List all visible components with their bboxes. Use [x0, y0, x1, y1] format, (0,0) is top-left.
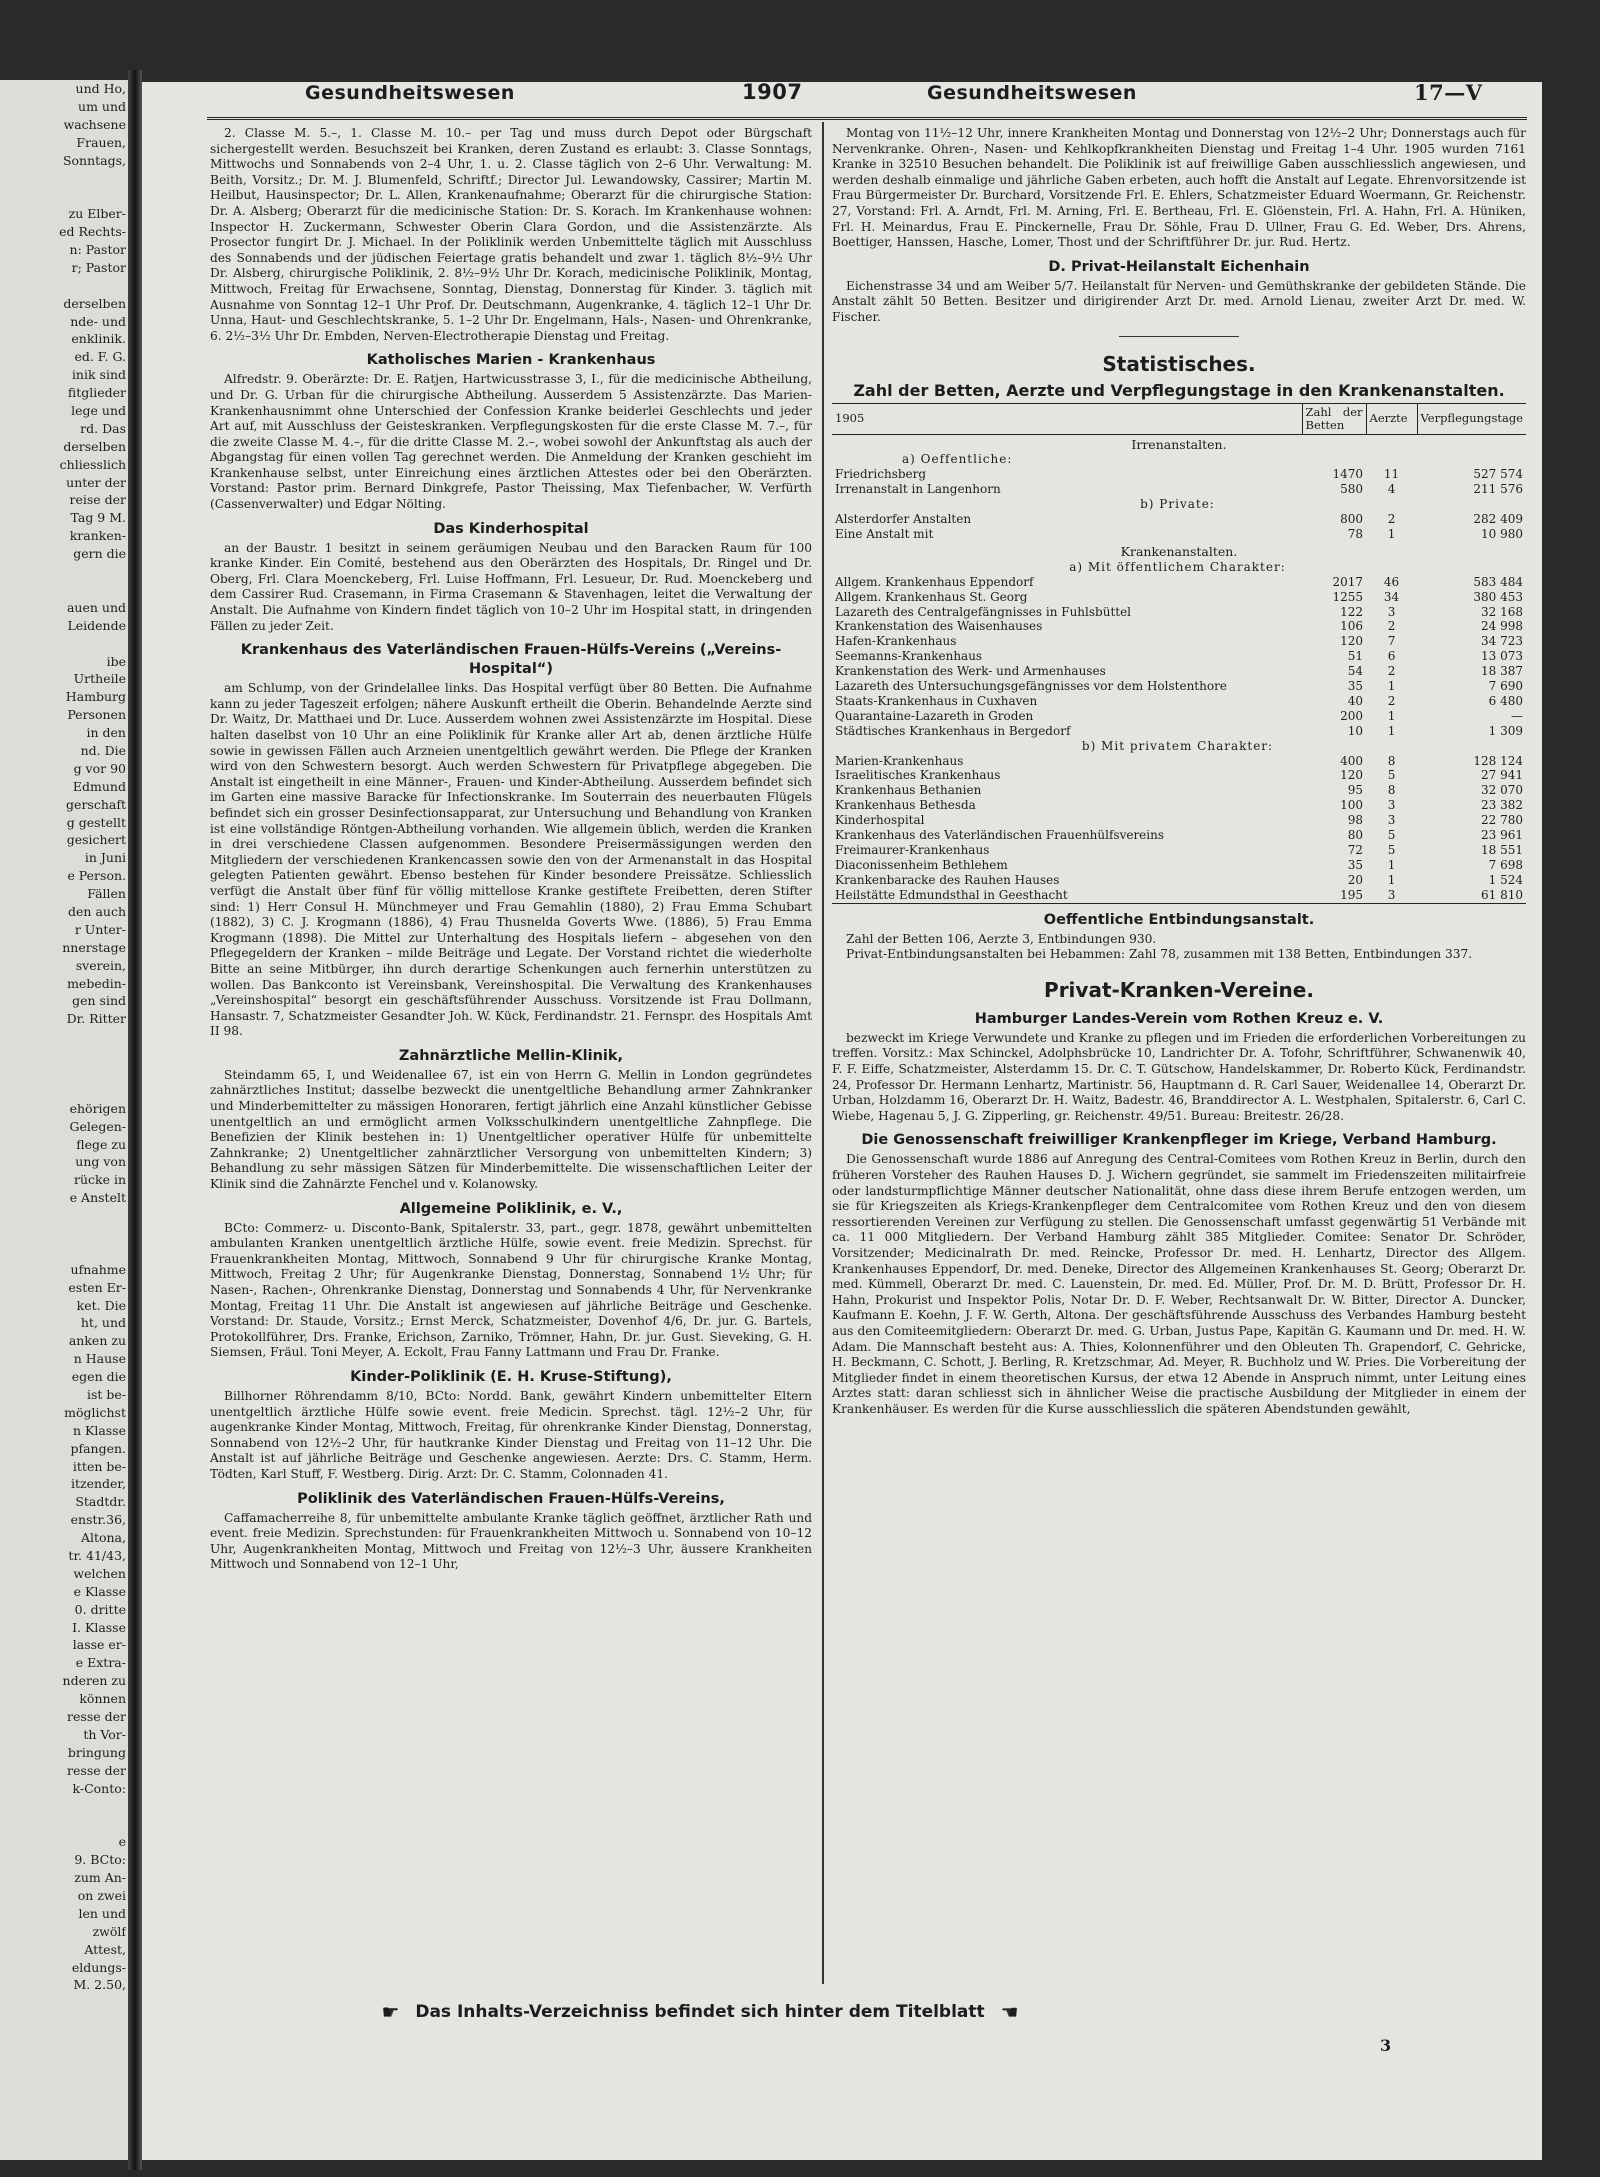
left-column — [210, 126, 812, 1573]
adjacent-line — [0, 1243, 126, 1261]
adjacent-line: pfangen. — [70, 1440, 126, 1456]
stats-beds: 35 — [1347, 679, 1364, 694]
header-right-title: Gesundheitswesen — [927, 82, 1137, 104]
adjacent-line: esten Er- — [68, 1279, 126, 1295]
adjacent-line: on zwei — [77, 1887, 126, 1903]
stats-row — [832, 527, 1526, 542]
stats-row — [832, 709, 1526, 724]
column-divider — [822, 122, 824, 1984]
stats-group-header — [832, 434, 1526, 452]
stats-doctors: 1 — [1387, 526, 1396, 541]
stats-days: 7 698 — [1488, 857, 1523, 872]
section-heading: Das Kinderhospital — [433, 520, 589, 537]
stats-row — [832, 798, 1526, 813]
adjacent-line: gern die — [73, 546, 126, 562]
adjacent-line — [0, 563, 126, 581]
stats-name: Seemanns-Krankenhaus — [835, 649, 983, 664]
paragraph: Billhorner Röhrendamm 8/10, BCto: Nordd. Bank, gewährt Kindern unbemittelter Eltern unentgeltlich ärztliche Hülfe sowie event. freie Medicin. Sprechst. tägl. 12½–2 Uhr, für augenkranke Kinder Montag, Mittwoch, Freitag, für ohrenkranke Kinder Dienstag, Donnerstag, Sonnabend von 12½–2 Uhr, für hautkranke Kinder Dienstag und Freitag von 11–12 Uhr. Die Anstalt ist auf jährliche Beiträge und Geschenke angewiesen. Aerzte: Drs. C. Stamm, Herm. Tödten, Karl Stuff, F. Westberg. Dirig. Arzt: Dr. C. Stamm, Colonnaden 41. — [210, 1388, 812, 1481]
stats-days: 1 524 — [1488, 872, 1523, 887]
adjacent-line: Gelegen- — [69, 1118, 126, 1134]
adjacent-line: r Unter- — [74, 921, 126, 937]
adjacent-line: g gestellt — [66, 814, 126, 830]
adjacent-line: enstr.36, — [70, 1512, 126, 1528]
stats-row — [832, 783, 1526, 798]
paragraph: an der Baustr. 1 besitzt in seinem geräumigen Neubau und den Baracken Raum für 100 kranke Kinder. Ein Comité, bestehend aus den Oberärzten des Hospitals, Dr. Ringel und Dr. Oberg, Frl. Clara Moenckeberg, Frl. Luise Hoffmann, Frl. Lesueur, Dr. Rud. Moenckeberg und dem Cassirer Rud. Crasemann, in Firma Crasemann & Stavenhagen, leitet die Verwaltung der Anstalt. Die Aufnahme von Kindern findet täglich von 10–2 Uhr im Hospital statt, in dringenden Fällen zu jeder Zeit. — [210, 540, 812, 633]
stats-beds: 35 — [1347, 857, 1364, 872]
stats-days: 22 780 — [1481, 813, 1523, 828]
header-year: 1907 — [742, 82, 803, 104]
stats-name: Marien-Krankenhaus — [835, 753, 964, 768]
adjacent-line: welchen — [73, 1565, 126, 1581]
section-heading: Poliklinik des Vaterländischen Frauen-Hülfs-Vereins, — [297, 1490, 725, 1507]
paragraph: Privat-Entbindungsanstalten bei Hebammen: Zahl 78, zusammen mit 138 Betten, Entbindungen 337. — [846, 947, 1473, 962]
stats-beds: 120 — [1340, 768, 1364, 783]
stats-name: Irrenanstalt in Langenhorn — [835, 482, 1001, 497]
adjacent-line: Urtheile — [73, 671, 126, 687]
stats-doctors: 8 — [1387, 753, 1396, 768]
stats-row — [832, 768, 1526, 783]
adjacent-line: um und — [78, 98, 126, 114]
adjacent-line: ket. Die — [76, 1297, 126, 1313]
stats-row — [832, 664, 1526, 679]
stats-doctors: 6 — [1387, 649, 1396, 664]
paragraph: am Schlump, von der Grindelallee links. Das Hospital verfügt über 80 Betten. Die Aufnahme kann zu jeder Tageszeit erfolgen; nähere Auskunft ertheilt die Oberin. Behandelnde Aerzte sind Dr. Waitz, Dr. Matthaei und Dr. Luce. Ausserdem wohnen zwei Assistenzärzte im Hospital. Diese halten daselbst von 10 Uhr an eine Poliklinik für Kranke aller Art ab, denen ärztliche Hülfe sowie in gewissen Fällen auch Arzneien unentgeltlich gewährt werden. Die Pflege der Kranken wird von den Schwestern besorgt. Auch werden Schwestern für Privatpflege abgegeben. Die Anstalt ist eingetheilt in eine Männer-, Frauen- und Kinder-Abtheilung. Ausserdem befindet sich im Garten eine massive Baracke für Infectionskranke. Im Souterrain des neuerbauten Flügels befindet sich ein grosser Desinfectionsapparat, zur Untersuchung und Behandlung von Kranken ist eine vollständige Röntgen-Abtheilung vorhanden. Wie allgemein üblich, werden die Kranken in drei verschiedene Classen aufgenommen. Besondere Preisermässigungen werden den Mitgliedern der verschiedenen Krankencassen sowie den von der Armenanstalt in das Hospital gelegten Patienten gewährt. Ebenso bestehen für Kinder besondere Preissätze. Schliesslich verfügt die Anstalt über fünf für völlig mittellose Kranke gestiftete Freibetten, deren Stifter sind: 1) Herr Consul H. Münchmeyer und Frau Gemahlin (1880), 2) Frau Emma Schubart (1882), 3) C. J. Krogmann (1886), 4) Frau Thusnelda Goverts Wwe. (1886), 5) Frau Emma Krogmann (1898). Die Mittel zur Unterhaltung des Hospitals liefern – abgesehen von den Pflegegeldern der Kranken – milde Beiträge und Legate. Der Vorstand richtet die wiederholte Bitte an seine Mitbürger, ihn durch derartige Schenkungen auch fernerhin unterstützen zu wollen. Das Bankconto ist Vereinsbank, Vereinshospital. Die Verwaltung des Krankenhauses „Vereinshospital“ besorgt ein geschäftsführender Ausschuss. Vorsitzende ist Frau Dollmann, Hansastr. 7, Schatzmeister Gesandter Joh. W. Kück, Ferdinandstr. 21. Fernspr. des Hospitals Amt II 98. — [210, 681, 812, 1039]
stats-name: Krankenstation des Waisenhauses — [835, 619, 1043, 634]
adjacent-line: rücke in — [73, 1172, 126, 1188]
adjacent-line: e Extra- — [75, 1655, 126, 1671]
adjacent-line: zwölf — [92, 1923, 126, 1939]
stats-doctors: 3 — [1366, 888, 1417, 903]
adjacent-line: ufnahme — [70, 1261, 126, 1277]
stats-row — [832, 679, 1526, 694]
pointing-hand-left-icon: ☛ — [381, 2000, 400, 2024]
adjacent-line: ht, und — [80, 1315, 126, 1331]
stats-beds: 120 — [1340, 634, 1364, 649]
stats-doctors: 1 — [1387, 857, 1396, 872]
adjacent-line: gen sind — [72, 993, 126, 1009]
adjacent-line: ibe — [106, 653, 126, 669]
stats-days: 18 551 — [1481, 843, 1523, 857]
adjacent-line: derselben — [63, 295, 126, 311]
stats-days: 1 309 — [1488, 723, 1523, 738]
stats-doctors: 4 — [1387, 482, 1396, 497]
adjacent-line: Leidende — [67, 617, 126, 633]
adjacent-line: k-Conto: — [72, 1780, 126, 1796]
adjacent-line: in Juni — [84, 850, 126, 866]
paragraph: Alfredstr. 9. Oberärzte: Dr. E. Ratjen, Hartwicusstrasse 3, I., für die medicinische Abtheilung, und Dr. G. Urban für die chirurgische Abtheilung. Ausserdem 5 Assistenzärzte. Das Marien-Krankenhausnimmt ohne Unterschied der Confession Kranke beiderlei Geschlechts und jeder Art auf, mit Ausschluss der Geisteskranken. Verpflegungskosten für die erste Classe M. 7.–, für die zweite Classe M. 4.–, für die dritte Classe M. 2.–, wobei sowohl der Ankunftstag als auch der Abgangstag für einen vollen Tag gerechnet werden. Die Anmeldung der Kranken geschieht im Krankenhause selbst, unter Einreichung eines ärztlichen Attestes oder bei den Oberärzten. Vorstand: Pastor prim. Bernard Dinkgrefe, Pastor Theissing, Max Tiefenbacher, W. Verfürth (Cassenverwalter) und Edgar Nölting. — [210, 372, 812, 512]
stats-beds: 200 — [1340, 708, 1364, 723]
adjacent-line: unter der — [66, 474, 126, 490]
stats-doctors: 3 — [1387, 813, 1396, 828]
stats-doctors: 11 — [1383, 467, 1400, 482]
stats-beds: 106 — [1340, 619, 1364, 634]
stats-days: 13 073 — [1481, 649, 1523, 664]
adjacent-line: und Ho, — [75, 81, 126, 96]
adjacent-line: bringung — [67, 1744, 126, 1760]
adjacent-line — [0, 1815, 126, 1833]
adjacent-line: Altona, — [80, 1530, 126, 1546]
signature-mark: 3 — [1380, 2036, 1392, 2055]
adjacent-line: zu Elber- — [68, 206, 126, 222]
paragraph: bezweckt im Kriege Verwundete und Kranke zu pflegen und im Frieden die erforderlichen Vorbereitungen zu treffen. Vorsitz.: Max Schinckel, Adolphsbrücke 10, Landrichter Dr. A. Tofohr, Schriftführer, Schwanenwik 40, F. F. Eiffe, Schatzmeister, Alsterdamm 15. Dr. C. T. Gütschow, Handelskammer, Dr. Roberto Kück, Ferdinandstr. 24, Professor Dr. Hermann Lenhartz, Martinistr. 56, Hauptmann d. R. Carl Sauer, Weidenallee 14, Oberarzt Dr. Urban, Holzdamm 16, Oberarzt Dr. H. Waitz, Badestr. 46, Branddirector A. L. Westphalen, Spitalerstr. 6, Carl C. Wiebe, Hagenau 5, J. G. Zipperling, gr. Reichenstr. 49/51. Bureau: Breitestr. 26/28. — [832, 1030, 1526, 1123]
stats-days: 211 576 — [1473, 482, 1523, 497]
adjacent-line: chliesslich — [59, 456, 126, 472]
adjacent-line: Hamburg — [65, 689, 126, 705]
adjacent-line: nderen zu — [62, 1673, 126, 1689]
stats-beds: 580 — [1340, 482, 1364, 497]
stats-row — [832, 888, 1526, 903]
stats-group-label: b) Mit privatem Charakter: — [1081, 738, 1274, 753]
stats-doctors: 5 — [1387, 843, 1396, 857]
paragraph: Caffamacherreihe 8, für unbemittelte ambulante Kranke täglich geöffnet, ärztlicher Rath und event. freie Medizin. Sprechstunden: für Frauenkrankheiten Mittwoch u. Sonnabend von 10–12 Uhr, Augenkrankheiten Montag, Mittwoch und Freitag von 12½–3 Uhr, äussere Krankheiten Mittwoch und Sonnabend von 12–1 Uhr, — [210, 1510, 812, 1572]
stats-days: 32 070 — [1481, 783, 1523, 798]
document-page — [142, 82, 1542, 2160]
adjacent-line — [0, 1082, 126, 1100]
adjacent-line: sverein, — [75, 957, 126, 973]
adjacent-line: rd. Das — [80, 420, 126, 436]
adjacent-line: Tag 9 M. — [70, 510, 126, 526]
adjacent-line — [0, 1207, 126, 1225]
stats-subgroup-header — [832, 560, 1526, 575]
stats-beds: 51 — [1347, 649, 1364, 664]
paragraph: Zahl der Betten 106, Aerzte 3, Entbindungen 930. — [846, 931, 1157, 946]
adjacent-line: e — [118, 1834, 126, 1850]
adjacent-line: möglichst — [64, 1404, 126, 1420]
adjacent-line: len und — [78, 1905, 126, 1921]
stats-name: Diaconissenheim Bethlehem — [835, 857, 1008, 872]
stats-days: 128 124 — [1473, 753, 1523, 768]
stats-row — [832, 590, 1526, 605]
stats-days: 10 980 — [1481, 526, 1523, 541]
adjacent-line: r; Pastor — [71, 259, 126, 275]
stats-table — [832, 403, 1526, 904]
section-heading: D. Privat-Heilanstalt Eichenhain — [1048, 258, 1310, 275]
stats-name: Krankenhaus des Vaterländischen Frauenhülfsvereins — [835, 828, 1165, 843]
stats-name: Hafen-Krankenhaus — [835, 634, 957, 649]
stats-row — [832, 843, 1526, 858]
adjacent-line: tr. 41/43, — [68, 1548, 126, 1564]
adjacent-line: I. Klasse — [72, 1619, 126, 1635]
adjacent-line: in den — [86, 725, 126, 741]
adjacent-line: nd. Die — [80, 742, 126, 758]
stats-row — [832, 649, 1526, 664]
stats-beds: 1255 — [1332, 589, 1364, 604]
adjacent-line: resse der — [67, 1762, 126, 1778]
adjacent-line: Attest, — [84, 1941, 126, 1957]
stats-beds: 54 — [1347, 664, 1364, 679]
stats-doctors: 1 — [1387, 872, 1396, 887]
adjacent-page-edge — [0, 80, 128, 2160]
adjacent-line: enklinik. — [71, 331, 126, 347]
adjacent-line — [0, 277, 126, 295]
stats-doctors: 1 — [1387, 679, 1396, 694]
stats-days: 18 387 — [1481, 664, 1523, 679]
stats-group-label: b) Private: — [1140, 497, 1215, 512]
adjacent-line — [0, 1798, 126, 1816]
adjacent-line: Frauen, — [76, 134, 126, 150]
section-heading: Hamburger Landes-Verein vom Rothen Kreuz e. V. — [974, 1010, 1384, 1027]
stats-days: 27 941 — [1481, 768, 1523, 783]
stats-name: Krankenbaracke des Rauhen Hauses — [835, 872, 1060, 887]
section-heading: Katholisches Marien - Krankenhaus — [366, 352, 656, 369]
adjacent-line: e Person. — [67, 868, 126, 884]
adjacent-line: Personen — [67, 707, 126, 723]
stats-name: Staats-Krankenhaus in Cuxhaven — [835, 693, 1038, 708]
adjacent-line: 9. BCto: — [74, 1852, 126, 1868]
paragraph: Die Genossenschaft wurde 1886 auf Anregung des Central-Comitees vom Rothen Kreuz in Berlin, durch den früheren Vorsteher des Rauhen Hauses D. J. Wichern gegründet, sie sammelt im Friedenszeiten militairfreie oder landsturmpflichtige Männer deutscher Nationalität, ohne dass diese ihrem Berufe entzogen werden, um sie für Kriegszeiten als Kriegs-Krankenpfleger dem Centralcomitee vom Rothen Kreuz und den von diesem ressortierenden Vereinen zur Verfügung zu stellen. Die Genossenschaft umfasst gegenwärtig 51 Verbände mit ca. 11 000 Mitgliedern. Der Verband Hamburg zählt 385 Mitglieder. Comitee: Senator Dr. Schröder, Vorsitzender; Medicinalrath Dr. med. Reincke, Professor Dr. med. H. Lenhartz, Director des Allgem. Krankenhauses Eppendorf, Dr. med. Deneke, Director des Allgemeinen Krankenhauses St. Georg; Oberarzt Dr. med. Kümmell, Oberarzt Dr. med. C. Lauenstein, Dr. med. Ed. Müller, Prof. Dr. M. D. Brütt, Professor Dr. H. Hahn, Prokurist und Inspektor Polis, Notar Dr. D. F. Weber, Rechtsanwalt Dr. W. Bitter, Director A. Duncker, Kaufmann E. Koehn, J. F. W. Gerth, Altona. Der geschäftsführende Ausschuss des Verbandes Hamburg besteht aus den Comiteemitgliedern: Oberarzt Dr. med. G. Urban, Justus Pape, Kapitän G. Kaumann und Dr. med. H. W. Adam. Die Mannschaft besteht aus: A. Thies, Kolonnenführer und den Obleuten Th. Grapendorf, C. Gehricke, H. Beckmann, C. Schott, J. Berling, R. Kretzschmar, Ad. Meyer, R. Buchholz und W. Pries. Die Vorbereitung der Mitglieder findet in einem theoretischen Kursus, der etwa 12 Abende in Anspruch nimmt, unter Leitung eines Arztes statt: daran schliesst sich in ähnlicher Weise die practische Ausbildung der Mitglieder in einem der Krankenhäuser. Es werden für die Kurse ausschliesslich die späteren Abendstunden gewählt, — [832, 1152, 1526, 1416]
stats-beds: 72 — [1347, 843, 1364, 857]
stats-title: Statistisches. — [1102, 351, 1256, 376]
stats-beds: 95 — [1347, 783, 1364, 798]
stats-beds: 400 — [1340, 753, 1364, 768]
stats-days: 583 484 — [1473, 574, 1523, 589]
stats-doctors: 1 — [1387, 723, 1396, 738]
stats-name: Eine Anstalt mit — [835, 526, 934, 541]
right-column — [832, 126, 1526, 1417]
adjacent-line: Sonntags, — [62, 152, 126, 168]
stats-group-label: Irrenanstalten. — [1131, 436, 1227, 452]
stats-doctors: 5 — [1387, 828, 1396, 843]
stats-row — [832, 828, 1526, 843]
stats-subgroup-header — [832, 452, 1526, 467]
stats-beds: 2017 — [1332, 574, 1364, 589]
adjacent-line: eldungs- — [71, 1959, 126, 1975]
major-heading: Privat-Kranken-Vereine. — [1044, 977, 1314, 1002]
paragraph: Steindamm 65, I, und Weidenallee 67, ist ein von Herrn G. Mellin in London gegründetes zahnärztliches Institut; dasselbe bezweckt die unentgeltliche Behandlung armer Zahnkranker und Minderbemittelter zu mässigen Honoraren, fertigt jährlich eine Anzahl künstlicher Gebisse unentgeltlich an und ermöglicht armen Volksschulkindern unentgeltliche Zahnpflege. Die Benefizien der Klinik bestehen in: 1) Unentgeltlicher operativer Hülfe für unbemittelte Zahnkranke; 2) Unentgeltlicher zahnärztlicher Versorgung von unbemittelten Kindern; 3) Behandlung zu sehr mässigen Sätzen für Minderbemittelte. Die wissenschaftlichen Leiter der Klinik sind die Zahnärzte Fenchel und v. Kolanowsky. — [210, 1067, 812, 1192]
stats-group-label: a) Oeffentliche: — [902, 452, 1013, 467]
right-column-bottom — [832, 911, 1526, 1418]
paragraph: Montag von 11½–12 Uhr, innere Krankheiten Montag und Donnerstag von 12½–2 Uhr; Donnerstags auch für Nervenkranke. Ohren-, Nasen- und Kehlkopfkrankheiten Dienstag und Freitag 1–4 Uhr. 1905 wurden 7161 Kranke in 32510 Besuchen behandelt. Die Poliklinik ist auf freiwillige Gaben ausschliesslich angewiesen, und werden deshalb einmalige und jährliche Gaben erbeten, auch hofft die Anstalt auf Legate. Ehrenvorsitzende ist Frau Bürgermeister Dr. Burchard, Vorsitzende Frl. E. Ehlers, Schatzmeister Eduard Woermann, Gr. Reichenstr. 27, Vorstand: Frl. A. Arndt, Frl. M. Arning, Frl. E. Bertheau, Frl. E. Glöenstein, Frl. A. Hahn, Frl. A. Hüniken, Frl. H. Meinardus, Frau E. Pinckernelle, Frau Dr. Söhle, Frau D. Ullner, Frau G. Ed. Weber, Drs. Ahrens, Boettiger, Hanssen, Hasche, Lomer, Thost und der Schriftführer Dr. jur. Rud. Hertz. — [832, 126, 1526, 250]
adjacent-line: itten be- — [72, 1458, 126, 1474]
stats-name: Israelitisches Krankenhaus — [835, 768, 1001, 783]
adjacent-line — [0, 169, 126, 187]
adjacent-line — [0, 635, 126, 653]
stats-row — [832, 634, 1526, 649]
adjacent-line: n: Pastor — [69, 242, 126, 258]
adjacent-line — [0, 187, 126, 205]
stats-doctors: 34 — [1383, 589, 1400, 604]
adjacent-line: lasse er- — [72, 1637, 126, 1653]
stats-days: 282 409 — [1473, 512, 1523, 527]
adjacent-line: gerschaft — [66, 796, 126, 812]
adjacent-line: resse der — [67, 1709, 126, 1725]
adjacent-line: M. 2.50, — [73, 1977, 126, 1993]
adjacent-line: e Anstelt — [69, 1190, 126, 1206]
stats-doctors: 2 — [1387, 619, 1396, 634]
stats-beds: 98 — [1347, 813, 1364, 828]
adjacent-line: inik sind — [71, 367, 126, 383]
stats-doctors: 7 — [1387, 634, 1396, 649]
section-heading: Kinder-Poliklinik (E. H. Kruse-Stiftung), — [350, 1368, 672, 1385]
adjacent-line: ist be- — [86, 1387, 126, 1403]
adjacent-line: ed. F. G. — [74, 349, 126, 365]
stats-beds: 122 — [1340, 604, 1364, 619]
book-gutter — [128, 70, 142, 2170]
paragraph: BCto: Commerz- u. Disconto-Bank, Spitalerstr. 33, part., gegr. 1878, gewährt unbemittelten ambulanten Kranken unentgeltlich ärztliche Hülfe, sowie event. freie Medizin. Sprechst. für Frauenkrankheiten Montag, Mittwoch, Sonnabend 9 Uhr für chirurgische Kranke Montag, Mittwoch, Freitag 2 Uhr; für Augenkranke Dienstag, Donnerstag, Sonnabend 1½ Uhr; für Nasen-, Rachen-, Ohrenkranke Dienstag, Donnerstag und Sonnabends 4 Uhr, für Nervenkranke Montag, Freitag 11 Uhr. Die Anstalt ist angewiesen auf jährliche Beiträge und Geschenke. Vorstand: Dr. Staude, Vorsitz.; Ernst Merck, Schatzmeister, Dovenhof 4/6, Dr. jur. G. Bartels, Protokollführer, Drs. Franke, Erichson, Zarniko, Trömner, Hahn, Dr. jur. Gust. Sieveking, G. H. Siemsen, Fräul. Toni Meyer, A. Eckolt, Frau Fanny Lattmann und Frau Dr. Franke. — [210, 1220, 812, 1360]
adjacent-line: mebedin- — [67, 975, 126, 991]
stats-doctors: 8 — [1387, 783, 1396, 798]
stats-days: 527 574 — [1473, 467, 1523, 482]
stats-row — [832, 619, 1526, 634]
stats-row — [832, 605, 1526, 620]
adjacent-line: ed Rechts- — [59, 224, 126, 240]
paragraph: Eichenstrasse 34 und am Weiber 5/7. Heilanstalt für Nerven- und Gemüthskranke der gebildeten Stände. Die Anstalt zählt 50 Betten. Besitzer und dirigirender Arzt Dr. med. Arnold Lienau, zweiter Arzt Dr. med. W. Fischer. — [832, 278, 1526, 324]
stats-days: 23 961 — [1481, 828, 1523, 843]
adjacent-line: 0. dritte — [74, 1601, 126, 1617]
stats-name: Lazareth des Centralgefängnisses in Fuhlsbüttel — [835, 604, 1132, 619]
stats-days: 7 690 — [1488, 679, 1523, 694]
stats-row — [832, 754, 1526, 769]
stats-name: Allgem. Krankenhaus St. Georg — [835, 589, 1028, 604]
stats-subtitle: Zahl der Betten, Aerzte und Verpflegungstage in den Krankenanstalten. — [853, 380, 1505, 400]
adjacent-line: egen die — [71, 1369, 126, 1385]
adjacent-line — [0, 581, 126, 599]
section-heading: Krankenhaus des Vaterländischen Frauen-Hülfs-Vereins („Vereins-Hospital“) — [240, 642, 782, 678]
stats-name: Städtisches Krankenhaus in Bergedorf — [835, 723, 1071, 738]
stats-doctors: 5 — [1387, 768, 1396, 783]
stats-doctors: 3 — [1387, 798, 1396, 813]
header-rule — [207, 117, 1527, 120]
stats-doctors: 2 — [1387, 693, 1396, 708]
adjacent-line: auen und — [66, 599, 126, 615]
adjacent-line: können — [79, 1691, 126, 1707]
stats-name: Lazareth des Untersuchungsgefängnisses vor dem Holstenthore — [835, 679, 1227, 694]
adjacent-line: wachsene — [63, 116, 126, 132]
adjacent-line — [0, 1225, 126, 1243]
stats-doctors: 3 — [1387, 604, 1396, 619]
adjacent-line: nde- und — [70, 313, 126, 329]
stats-beds: 100 — [1340, 798, 1364, 813]
stats-name: Krankenhaus Bethesda — [835, 798, 976, 813]
stats-col-days: Verpflegungstage — [1417, 403, 1526, 434]
adjacent-line: anken zu — [68, 1333, 126, 1349]
stats-col-year: 1905 — [832, 403, 1302, 434]
pointing-hand-right-icon: ☚ — [1000, 2000, 1019, 2024]
stats-days: 6 480 — [1488, 693, 1523, 708]
footer-text: Das Inhalts-Verzeichniss befindet sich hinter dem Titelblatt — [415, 2002, 985, 2022]
adjacent-line: den auch — [68, 903, 126, 919]
stats-days: 380 453 — [1473, 589, 1523, 604]
stats-doctors: 1 — [1387, 708, 1396, 723]
stats-days: 32 168 — [1481, 604, 1523, 619]
adjacent-line: gesichert — [66, 832, 126, 848]
adjacent-line: e Klasse — [73, 1583, 126, 1599]
stats-row — [832, 873, 1526, 888]
stats-row — [832, 724, 1526, 739]
stats-beds: 80 — [1347, 828, 1364, 843]
stats-beds: 40 — [1347, 693, 1364, 708]
running-header — [142, 82, 1542, 112]
adjacent-line: zum An- — [74, 1870, 126, 1886]
stats-row — [832, 575, 1526, 590]
adjacent-line: fitglieder — [67, 385, 126, 401]
adjacent-line: g vor 90 — [73, 760, 126, 776]
right-column-top — [832, 126, 1526, 326]
stats-subgroup-header — [832, 497, 1526, 512]
adjacent-line: derselben — [63, 438, 126, 454]
stats-subgroup-header — [832, 739, 1526, 754]
stats-beds: 20 — [1347, 872, 1364, 887]
stats-days: 23 382 — [1481, 798, 1523, 813]
section-rule — [1119, 336, 1239, 337]
adjacent-line — [0, 1064, 126, 1082]
header-page-number: 17—V — [1414, 82, 1483, 105]
adjacent-line: ehörigen — [69, 1100, 126, 1116]
adjacent-line: flege zu — [76, 1136, 126, 1152]
paragraph: 2. Classe M. 5.–, 1. Classe M. 10.– per Tag und muss durch Depot oder Bürgschaft sichergestellt werden. Besuchszeit bei Kranken, deren Zustand es erlaubt: 3. Classe Sonntags, Mittwochs und Sonnabends von 2–4 Uhr, 1. u. 2. Classe täglich von 2–6 Uhr. Verwaltung: M. Beith, Vorsitz.; Dr. M. J. Blumenfeld, Schriftf.; Director Jul. Lewandowsky, Cassirer; Martin M. Heilbut, Hausinspector; Dr. L. Allen, Krankenaufnahme; Oberarzt für die chirurgische Station: Dr. A. Alsberg; Oberarzt für die medicinische Station: Dr. S. Korach. Im Krankenhause wohnen: Inspector H. Zuckermann, Schwester Oberin Clara Gordon, und die Assistenzärzte. Als Prosector fungirt Dr. J. Michael. In der Poliklinik werden Unbemittelte täglich mit Ausschluss des Sonnabends und der jüdischen Feiertage gratis behandelt und zwar 1. täglich 8½–9½ Uhr Dr. Alsberg, chirurgische Poliklinik, 2. 8½–9½ Uhr Dr. Korach, medicinische Poliklinik, Montag, Mittwoch, Freitag für Erwachsene, Sonntag, Dienstag, Donnerstag für Kinder. 3. täglich mit Ausnahme von Sonntag 12–1 Uhr Prof. Dr. Deutschmann, Augenkranke, 4. täglich 12–1 Uhr Dr. Unna, Haut- und Geschlechtskranke, 5. 1–2 Uhr Dr. Engelmann, Hals-, Nasen- und Ohrenkranke, 6. 2½–3½ Uhr Dr. Embden, Nerven-Electrotherapie Dienstag und Freitag. — [210, 126, 812, 343]
stats-beds: 195 — [1302, 888, 1366, 903]
section-heading: Allgemeine Poliklinik, e. V., — [399, 1200, 623, 1217]
adjacent-line: Fällen — [87, 886, 126, 902]
stats-row — [832, 858, 1526, 873]
adjacent-line: lege und — [71, 403, 126, 419]
adjacent-line: kranken- — [69, 528, 126, 544]
adjacent-line: reise der — [69, 492, 126, 508]
stats-name: Allgem. Krankenhaus Eppendorf — [835, 574, 1034, 589]
stats-doctors: 2 — [1387, 664, 1396, 679]
adjacent-line: Edmund — [72, 778, 126, 794]
adjacent-line: n Klasse — [72, 1422, 126, 1438]
adjacent-page-text — [0, 80, 126, 1994]
footer-notice — [250, 2000, 1150, 2024]
stats-name: Freimaurer-Krankenhaus — [835, 843, 990, 857]
stats-name: Alsterdorfer Anstalten — [835, 512, 972, 527]
stats-group-label: Krankenanstalten. — [1120, 543, 1238, 559]
stats-name: Krankenstation des Werk- und Armenhauses — [835, 664, 1106, 679]
stats-doctors: 2 — [1387, 512, 1396, 527]
stats-days: 24 998 — [1481, 619, 1523, 634]
stats-days: 61 810 — [1417, 888, 1526, 903]
stats-row — [832, 694, 1526, 709]
stats-col-doctors: Aerzte — [1366, 403, 1417, 434]
stats-row — [832, 813, 1526, 828]
stats-doctors: 46 — [1383, 574, 1400, 589]
section-heading: Die Genossenschaft freiwilliger Krankenpfleger im Kriege, Verband Hamburg. — [861, 1132, 1497, 1149]
adjacent-line: Stadtdr. — [75, 1494, 126, 1510]
stats-beds: 1470 — [1332, 467, 1364, 482]
stats-group-label: a) Mit öffentlichem Charakter: — [1069, 559, 1286, 574]
adjacent-line — [0, 1028, 126, 1046]
section-heading: Oeffentliche Entbindungsanstalt. — [1043, 911, 1315, 928]
adjacent-line: nnerstage — [62, 939, 126, 955]
stats-row — [832, 482, 1526, 497]
stats-name: Quarantaine-Lazareth in Groden — [835, 708, 1034, 723]
adjacent-line — [0, 1046, 126, 1064]
stats-name: Kinderhospital — [835, 813, 925, 828]
header-left-title: Gesundheitswesen — [305, 82, 515, 104]
stats-beds: 78 — [1347, 526, 1364, 541]
stats-name: Heilstätte Edmundsthal in Geesthacht — [832, 888, 1302, 903]
section-heading: Zahnärztliche Mellin-Klinik, — [398, 1047, 624, 1064]
stats-name: Friedrichsberg — [835, 467, 927, 482]
stats-group-header — [832, 542, 1526, 560]
adjacent-line: itzender, — [70, 1476, 126, 1492]
adjacent-line: th Vor- — [83, 1726, 126, 1742]
adjacent-line: Dr. Ritter — [66, 1011, 126, 1027]
stats-days: — — [1511, 708, 1523, 723]
stats-days: 34 723 — [1481, 634, 1523, 649]
stats-beds: 10 — [1347, 723, 1364, 738]
stats-row — [832, 467, 1526, 482]
adjacent-line: ung von — [75, 1154, 126, 1170]
stats-name: Krankenhaus Bethanien — [835, 783, 982, 798]
adjacent-line: n Hause — [73, 1351, 126, 1367]
stats-col-beds: Zahl der Betten — [1302, 403, 1366, 434]
stats-beds: 800 — [1340, 512, 1364, 527]
stats-row — [832, 512, 1526, 527]
